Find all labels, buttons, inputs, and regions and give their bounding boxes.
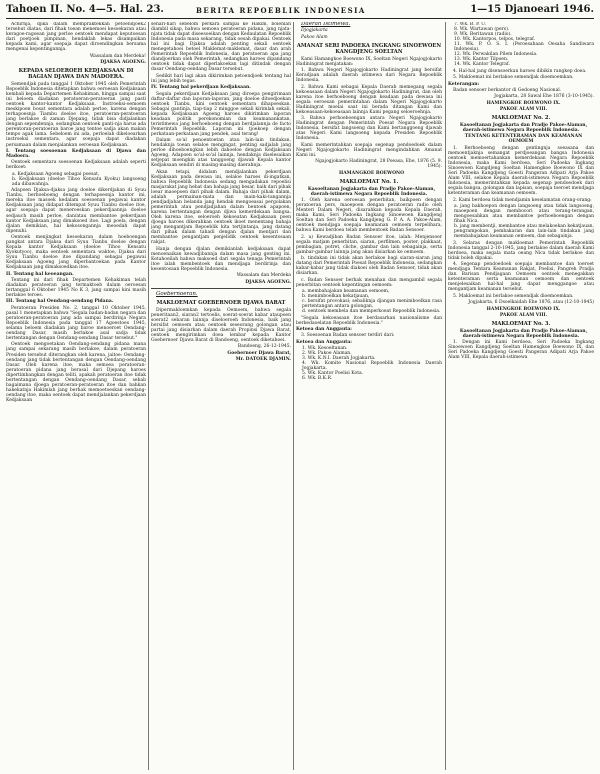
paragraph: Oentoek mengoetakan Oendang-oendang pidana mana jang sampai sekarang masih berlakoe, dalam peratoeran Presiden tersebut diterangkan oleh karena, jaitoe: Oendang-oendang jang tidak bertentangan dengan Oendang-oendang Dasar. Oleh karena itoe, maka semoea peratoeran-peratoeran pidana jang berasal dari Djepang haroes dipertimbangkan dengan teliti, apakah peratoeran itoe tidak bertentangan dengan Oendang-oendang Dasar, sebab bagaimana djoega peratoeran-peratoeran itoe dan bahkan hakekatnja Hakimlah jang berhak memoetoeskan oendang-oendang itoe, maka oentoek dapat mendjalankan pekerdjaan Kedjaksaan — [6, 342, 146, 403]
list-item: c. bersifat provokasi; sebaliknja djangan menimboelkan rasa pertentangan antara golongan, — [302, 299, 442, 310]
paragraph: 2. a) Kewadjiban Badan Sensoer itoe, ialah: Menjensoer segala matjam penerbitan, siaran, perfilmen, poster, plakkaat, pembagian, potret, cliche, gambar dan lain sebagainja, serta gambar-gambar lainnja jang akan disiarkan ke oemoem. — [296, 234, 442, 255]
closing-greeting: Wassalam dan Merdeka! — [89, 53, 146, 59]
signature: HAMENGKOE BOEWONO IX. — [486, 100, 561, 106]
section-label: Daerah Istimewa. — [301, 22, 351, 27]
paragraph: 4. Segenap pendoedoek soepaja membantoe dan toeroet mendjaga Tentara Keamanan Rakjat, Poelisi, Pangreh Pradja dan Barisan Pendjagaan Oemoem oentoek menegakkan ketenteraman serta keamanan oemoem dan oentoek menjelesaikan hal-hal jang dapat menggangoe atau mengantjam keamanan tersebut. — [448, 262, 594, 293]
signature: Mr. DATOEK DJAMIN. — [235, 357, 291, 363]
paragraph: Badan sensoer berkantor di Gedoeng Nasional. — [453, 87, 562, 93]
list-item: b. menimboelkan kekatjauan, — [302, 293, 370, 299]
list — [6, 172, 146, 187]
section-sublabel: Djogjakarta — [301, 28, 328, 34]
dateline: Jogjakarta, 28 Sawal Ehe 1876 (3-10-1945). — [494, 94, 594, 100]
issue-number: Tahoen II. No. 4—5. Hal. 23. — [6, 4, 164, 15]
signature: PAKOE ALAM VIII. — [499, 312, 548, 318]
list-item: 8. Wk. Wartawan (pers). — [454, 27, 510, 33]
list-item: 6. Wk. B.K.R. — [302, 376, 333, 382]
list-item: a. Kedjaksaan Agoeng sebagai poesat, — [12, 171, 100, 177]
paragraph: 3. Selaras dengan makloemat Pemerintah Repoeblik Indonesia tanggal 2-10-1945, jang berlakoe dalam daerah Kami berdoea, maka segala mata oeang Nica tidak berlakoe dan tidak boleh dipakai. — [448, 240, 594, 261]
list-item: 2. Wk. Pakoe Alaman. — [302, 351, 352, 357]
issue-date: 1—15 Djanoeari 1946. — [470, 4, 594, 15]
paragraph: Tentang ini dari fihak Departemen Kehakiman telah diadakan peratoeran jang termaktoeb dalam oeroesan tertanggal 6 Oktober 1945 No K 3, jang sampai kini masih berlakoe teroes. — [6, 277, 146, 299]
list — [448, 22, 594, 67]
paragraph: Adapoen Djaksa-djaksa jang doeloe dikerdjakan di Syuu Tianbu, berhoeboeng dengan terhapoesnja kantor ini, mereka itoe masoek kedalam soesoenan pegawai kantor Kedjaksaan jang didapat ditempat Syuu Tianbu doeloe itoe, agar soepaja dapat meneroeskan pekerdjaannja doeloe sedjauch masih perloe, dan/atau membantoe pekerdjaan kantor Kedjaksaan jang dimaksoed itoe. Lagi poela, dengan djalan demikian, hal kekosongannja meoedah dapat dipenuhi. — [6, 188, 146, 234]
masthead — [6, 4, 594, 17]
section-heading: II. Tentang hal keoeangan. — [6, 271, 74, 277]
list-item: a. jang bakhoepon dengan langsoeng atau tidak langsoeng, maoepoen dengan membocori atau terang-terangan, mengoesahkan atau membantoe perhoeboengan dengan fihak Nica. — [454, 203, 594, 225]
dateline: Bandoeng, 26-12-1945. — [237, 344, 291, 350]
signature: DJAKSA AGOENG. — [100, 59, 146, 65]
section-heading: IV. Tentang hal pekerdjaan Kedjaksaan. — [151, 85, 251, 91]
paragraph: 4. Hal-hal jang disensoerkan haroes dibikin rangkep doea. — [453, 68, 587, 74]
list-item: 9. Wk. Beritawan (radio). — [454, 32, 512, 38]
list-item: d. oentoek membela dan memperkoeat Repoeblik Indonesia. — [302, 309, 441, 315]
section-sublabel: Pakoe Alam — [301, 34, 328, 40]
paragraph: sehari-hari sebelom perkara sampai ke Hakim, bolehlah diambil sikap, bahwa semoea peratoeran pidana, jang njata-njata tidak dapat diseesoeikan dengan Kedaulatan Repoeblik Indonesia pada masa sekarang, tidak oesah dipakai. Oentoek hal ini bagi Djaksa adalah penting sekali oentoek menegetahoei betoel Maklemat-maklemat, dasar dan arah Pemerintah Repoeblik Indonesia, dan peratoeran apa jang diandjoerkan oleh Pemerintah, sedangkan haroes dipandang oentoek tidak dapat diperlakoekan lagi ditindak dengan dasar Oendang-oendang Dasar tersebut. — [151, 22, 291, 73]
section-heading: Ketoea dan Anggauta: — [296, 339, 352, 345]
paragraph: c. Badan Sensoer berhak menahan dan mengambil segala penerbitan oentoek kepentingan oemoem: — [296, 277, 442, 288]
column-divider — [293, 22, 294, 770]
article-heading: MAKLOEMAT No. 1. — [339, 178, 399, 185]
masthead-rule — [6, 18, 594, 19]
paragraph: b. tindakan ini tidak akan berlakoe bagi siaran-siaran jang datang dari Pemerintah Poesat Repoeblik Indonesia, sedangkan kabar-kabar jang tidak diakoei oleh Badan Sensoer, tidak akan disiarkan. — [296, 256, 442, 277]
column-2 — [151, 22, 291, 770]
paragraph: 2. Kami berdoea tidak mendjamin keselamatan orang-orang: — [453, 197, 592, 203]
paragraph: Peratoeran Presiden No. 2, tanggal 10 Oktober 1945, pasal 1 menetapkan bahwa "Segala badan-badan negara dan peratoeran-peratoeran jang ada sampai berdirinja Negara Repoeblik Indonesia pada tanggal 17 Agoestoes 1945, selama beloem diadakan jang baroe menoeroet Oendang-oendang Dasar, masih berlakoe asal sadja tidak bertentangan dengan Oendang-oendang Dasar tersebut." — [6, 305, 146, 342]
article-heading: AMANAT SERI PADOEKA INGKANG SINOEWOEN KANGDJENG SOELTAN — [296, 42, 442, 55]
paragraph: Achirnja, djika dalam mempraktekkan petoendjoek2 tersebut diatas, dari fihak toean menemoei kesoekaran atau keragoe-ragoean jang perloe oentoek mendapat keputoesan dari poetjoek pimpinan, hendaklah lekas disampaikan kepada kami, agar soepaja dapat diroendingkan bersama mengenai kepentingannja. — [6, 22, 146, 53]
article-heading: KEPADA SELOEROEH KEDJAKSAAN DI BAGIAN DJAWA DAN MADOERA. — [18, 67, 134, 80]
list-item: 14. Wk. Kantor Telegraf. — [454, 62, 510, 68]
signature: DJAKSA AGOENG. — [245, 279, 291, 285]
list-item: 12. Wk. Perwakilan Pilem Indonesia. — [454, 52, 538, 58]
paragraph: 1. Oleh karena oeroesan penerbitan, baikpoen dengan peratoeran pers, maoepoen dengan peratoeran radio oleh Menteri Dalam Negeri, disarahkan kepada Kepala Daerah, maka Kami, Seri Padoeka Ingkang Sinoewoen Kangdjeng Soeltan dan Seri Padoeka Kangdjeng G. P. A. A. Pakoe-Alam, oentoek mendjaga soepaja keamanan oemoem terpelihara, bahwa Kami berdoea telah membentoek Badan Sensoer. — [296, 197, 442, 234]
list-item: 13. Wk. Kantor Tilpoen. — [454, 57, 509, 63]
paragraph: Hanja dengan djalan demikianlah kedjaksaan dapat menoenaikan kewadjibannja dalam masa jang genting ini. Ketahoeilah bahwa maksoed dari segala tenaga Pemerintah itoe ialah membentoek dan mendjaga berdirinja dan kesentosaan Repoeblik Indonesia. — [151, 246, 291, 272]
section-heading: Ketoea dan Anggauta: — [296, 327, 352, 333]
signature-title: Goebernoer Djawa Barat, — [227, 350, 291, 356]
paragraph: Kami Hamangkoe Boewono IX, Soeltan Negeri Ngajogjokarto Hadiningrat menjatakan: — [296, 56, 442, 67]
article-subheading: Kasoeltanan Jogjakarta dan Pradjo Pakoe-Alaman, daerah-istimewa Negara Repoeblik Indonesia. — [459, 123, 588, 134]
list-item: 7. Wk. B. P. U. — [454, 22, 486, 27]
paragraph: 1. Berhoeboeng dengan gentingnja soeasana dan memoentjaknja semangat perdjoeangan bangsa Indonesia oentoek memoertahankan kemerdekaan Negara Repoeblik Indonesia, maka Kami berdoea, Seri Padoeka Ingkang Sinoewoen Kangdjeng Soeltan Hamengkoe Boewono IX dan Seri Padoeka Kangdjeng Goesti Pangeran Adipati Arja Pakoe Alam VIII, selakoe Kepala daerah-istimewa Negara Repoeblik Indonesia, memerintahkan kepada segenap pendoedoek dari segala bangsa, golongan dan lapisan, soepaja toeroet mendjaga ketenteraman dan keamanan oemoem. — [448, 145, 594, 197]
paragraph: 3. Soesoenan Badan sensoer terdiri dari: — [301, 333, 395, 339]
paragraph: Dipermakloemkan kepada Oemoem, bahwa segala peneritaan2, siaran2 tertoelis, soerat-soerat kabar ataupoen soerat2 sebaran lainnja diseloeroeh Indonesia, baik jang bersifat oemoem atau oentoek seseorang golongan atau partai jang disiarkan dalam daerah Propinsi Djawa Barat, oentoek mengirimkan doea lembar kepada Kantor Goebernoer Djawa Barat di Bandoeng, oentoek diketahoei. — [151, 307, 291, 344]
newspaper-title: BERITA REPOEBLIK INDONESIA — [196, 6, 366, 15]
column-divider — [148, 22, 149, 770]
paragraph: 5. Makloemat ini berlakoe semendjak dioemoemkan. — [453, 75, 574, 81]
article-heading: MAKLOEMAT No. 3. — [491, 320, 551, 327]
article-subheading: TENTANG KETENTERAMAN DAN KEAMANAN OEMOEM — [464, 134, 583, 145]
paragraph: Oentoek sementara soesoenan Kedjaksaan adalah seperti berikoet: — [6, 160, 146, 171]
dateline: Jogjakarta, 6 Dsoelkaidah Ehe 1876, atau (12-10-1945) — [468, 300, 594, 306]
paragraph: Dalam so'al penoentoetan atau lain-lain tindakan, hendaknja toean selaloe mengingat, penting sadjalah jang perloe dihoeboengkan lebih dahoeloe dengan Kedjaksaan Agoeng. Adapoen so'al-so'al lainnja, hendaknja diselesaikan setjepat moengkin atas tanggoeng djawab Kepala kantor Kedjaksaan sendiri di masing-masing daerahnja. — [151, 138, 291, 169]
paragraph: 5. Makloemat ini berlakoe semendjak dioemoemkan. — [453, 293, 574, 299]
list-item: 3. Wk. K.N.I. Daerah Jogjakarta. — [302, 356, 376, 362]
list-item: 5. Wk. Kantor Poelisi Kota. — [302, 371, 364, 377]
section-heading: Keterangan: — [448, 81, 480, 87]
paragraph: Oentoek menjingkat kesoekaran dalam hoeboengan pangkat antara Djaksa dari Syuu Tianbu doeloe dengan Kepala kantor Kedjaksaan (doeloe Tihoo Kensatu Kyokutyoo), maka oentoek sementara waktoe, Djaksa dari Syuu Tianbu doeloe itoe dipandang sebagai pegawai Kedjaksaan Agoeng jang diperbantoekan pada Kantor Kedjaksaan jang dimaksoedkan itoe. — [6, 235, 146, 271]
column-3 — [296, 22, 442, 770]
article-subheading: Kasoeltanan Jogjakarta dan Pradjo Pakoe-Alaman, daerah-istimewa Negara Repoeblik Indonesia. — [307, 186, 436, 197]
list — [296, 289, 442, 314]
list-item: b. jang membentji, membantoe atau melakoekan kekatjauan, pengrampokan, pembakaran dan lain-lain tindakan jang membahajakan keamanan oemoem, dan sebagainja. — [454, 224, 594, 240]
dateline: Ngajogjokarto Hadiningrat, 28 Poeasa, Ehe, 1876 (5. 9. 1945). — [315, 159, 442, 170]
paragraph: 1. Bahwa Negeri Ngajogjokarto Hadiningrat jang bersifat Keradjaan adalah daerah istimewa dari Negara Repoeblik Indonesia. — [296, 68, 442, 84]
list-item: a. membahajakan keamanan oemoem, — [302, 288, 390, 294]
signature: HAMANGKOE BOEWONO — [338, 170, 405, 176]
column-1 — [6, 22, 146, 770]
paragraph: Semendjak pada tanggal 1 Oktober 1945 oleh Pemerintah Repoeblik Indonesia ditetapkan bahwa oeroesan Kedjaksaan kembali kepada Departemen Kehakiman, hingga sampai saat ini beloem diadakan peratoeran-peratoeran jang pasti oentoek kantor-kantor Kedjaksaan. Instroeksi-oemoem meskipoen bosat sementara adalah perloe, karena dengan terhapoesnja Tiambu doeloe itoe, peratoeran-peratoeran jang berlakoe di zaman Djepang, tidak bisa didjalankan dengan sependennja, sedangkan oentoek ganti-nja harus ada perentoran-peratoeran baroe jang tentoe sadja akan makan tempo agak lama. Sebeloem ini ada, perloelah dikeloearkan instroeksi sementara, agar soepaja dapat diadakan persamaan dalam menjalankan oeroesan Kedjaksaan. — [6, 81, 146, 148]
article-heading: MAKLOEMAT No. 2. — [491, 115, 551, 122]
divider — [151, 288, 291, 289]
paragraph: Segala pekerdjaan Kedjaksaan jang diroepa pengirimaan daftar-daftar dan laporan-laporan, jang doeloe ditoedjoekan oentoek Tianbu, kini oentoek sementara dihapoeskan. Sebagai gantinja, tiap-tiap 2 minggoe sekali kirimlah sekali, kepada Kedjaksaan Agoeng haroes dikirimkan laporan keadaan politik perekonomian dan keamanankatan, teristimewa jang berhoeboeng dengan berdjalannja de facto Pemerintah Repoeblik. Laporan ini tjoekoep dengan perkataan-perkataan jang pendek, asal terang! — [151, 91, 291, 137]
signature: HAMENGKOE BOEWONO IX. — [486, 306, 561, 312]
signature: PAKOE ALAM VIII. — [499, 106, 548, 112]
list-item: 4. Wk. Komite Nasional Repoeblik Indonesia Daerah Jogjakarta. — [302, 361, 442, 372]
section-label: Goebernoeran. — [156, 290, 198, 297]
column-divider — [445, 22, 446, 770]
list — [296, 346, 442, 381]
paragraph: "Segala kekoeasaan itoe berdasarkan nasionalisme dan berkedaoelatan Repoeblik Indonesia." — [296, 315, 442, 326]
article-heading: MAKLOEMAT GOEBERNOER DJAWA BARAT — [156, 299, 286, 306]
closing-greeting: Wassalam dan Merdeka — [236, 273, 291, 279]
paragraph: Sedikit hari lagi akan dikirimkan petoendjoek tentang hal ini jang lebih tegas. — [151, 73, 291, 84]
paragraph: 1. Dengan ini Kami berdoea, Seri Padoeka Ingkang Sinoewoen Kangdjeng Soeltan Hamengkoe Boewono IX, dan Seri Padoeka Kangdjeng Goesti Pangeran Adipati Arja Pakoe Alam VIII, Kepala daerah-istimewa — [448, 340, 594, 361]
paragraph: 3. Bahwa perhoeboengan antara Negeri Ngajogjokarto Hadiningrat dengan Pemerintah Poesat Negara Repoeblik Indonesia, bersifat langsoeng dan Kami bertanggoeng djawab atas Negeri Kami langsoeng kepada Presiden Repoeblik Indonesia. — [296, 116, 442, 142]
article-subheading: Kasoeltanan Jogjakarta dan Pradjo Pakoe-Alaman, daerah-istimewa Negara Repoeblik Indonesia. — [459, 328, 588, 339]
column-4 — [448, 22, 594, 770]
section-heading: III. Tentang hal Oendang-oendang Pidana. — [6, 299, 114, 305]
list-item: b. Kedjaksaan (doeloe Tihoo Kensatu Kyoku) langsoeng ada dibawahnja. — [12, 176, 146, 187]
list-item: 11. Wk. P. O. S. I. (Peroesahaan Oesaha Sandiwara Indonesia). — [454, 42, 594, 53]
paragraph: Akan tetapi, didalam mendjalankan pekerdjaan Kedjaksaan pada dewasa ini, selaloe haroes di-ingatkan, bahwa Repoeblik Indonesia sedang mengadakan repoelisi masjarakat jang hebat dan bahaja jang besar, baik dari pihak loear maoepoen dari pihak dalam. Bahaja dari pihak dalam, adalah permainan-mata dan main-kaki-tangannja pendjadjahan belanda jang hendak mengoeasai pergolakan pemerintah atau pendjadjahan dalam bentoek apapoen, karena bertentangan dengan djiwa kemerdekaan bangsa. Oleh karena itoe, seloeroeh kekoeatan Kedjaksaan poen djoega haroes dikerahkan oentoek ikoet menentang bahaja jang mengantjam Repoeblik kita tertjintanja, jang datang dari pihak dalam tahadi dengan djalan mentjari dan membantoe pengantjam penjelidik oentoek kesentosaan rakjat. — [151, 169, 291, 246]
list-item: 1. Wk. Kesoeltanan. — [302, 346, 348, 352]
list — [448, 204, 594, 239]
list-item: 10. Wk. Kantorpos, telpos, telegraf. — [454, 37, 536, 43]
paragraph: 2. Bahwa Kami sebagai Kepala Daerah memegang segala kekoeasaan dalam Negeri Ngajogjokarto Hadiningrat, dan oleh karena itoe berhoeboeng dengan keadaan pada dewasa ini segala oeroesan pemerintahan dalam Negeri Ngajogjokarto Hadiningrat moelai saat ini berada ditangan Kami dan kekoeasaan-kekoeasaan lainnja Kami pegang seloeroehnja. — [296, 84, 442, 115]
section-heading: I. Tentang soesoenan Kedjaksaan di Djawa dan Madoera. — [6, 148, 146, 159]
paragraph: Kami memerintahkan soepaja segenap pendoedoek dalam Negeri Ngajogjokarto Hadiningrat mengindahkan Amanat Kami ini. — [296, 142, 442, 158]
